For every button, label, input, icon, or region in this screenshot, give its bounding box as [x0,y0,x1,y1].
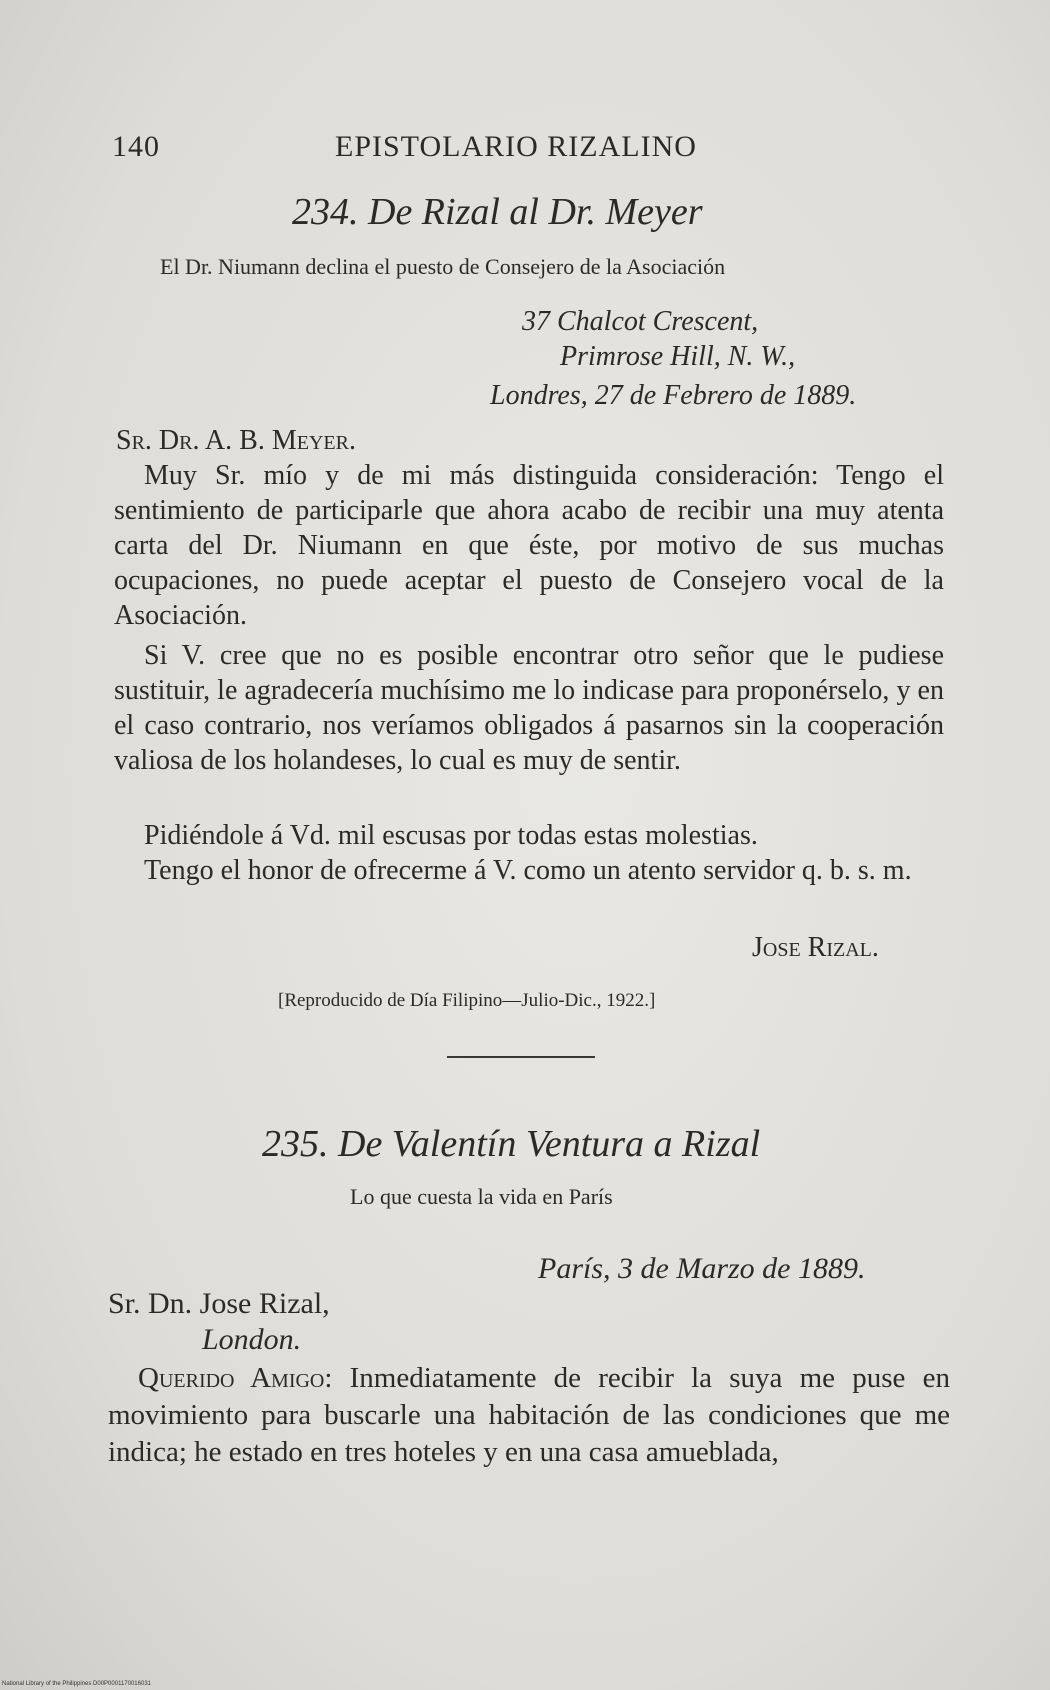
letter-234-address-line-1: 37 Chalcot Crescent, [522,306,759,337]
letter-235-title: 235. De Valentín Ventura a Rizal [262,1123,761,1165]
letter-235-salutation-line-2: London. [202,1323,302,1356]
section-divider [447,1056,595,1058]
letter-234-title: 234. De Rizal al Dr. Meyer [292,191,703,233]
letter-234-source-note: [Reproducido de Día Filipino—Julio-Dic., 1922.] [278,990,656,1011]
library-footer: National Library of the Philippines D00P0001170016031 [2,1681,151,1687]
letter-235-opening: Querido Amigo [138,1362,325,1394]
letter-234-address-line-2: Primrose Hill, N. W., [560,341,796,372]
letter-234-date: Londres, 27 de Febrero de 1889. [490,380,857,411]
letter-235-date: París, 3 de Marzo de 1889. [538,1252,866,1285]
letter-234-salutation: Sr. Dr. A. B. Meyer. [116,425,356,456]
letter-234-paragraph-4: Tengo el honor de ofrecerme á V. como un atento servidor q. b. s. m. [144,855,912,886]
letter-234-signature: Jose Rizal. [752,932,879,963]
letter-235-paragraph-1 [108,1360,950,1471]
letter-235-subtitle: Lo que cuesta la vida en París [350,1184,613,1209]
letter-234-subtitle: El Dr. Niumann declina el puesto de Consejero de la Asociación [160,254,726,279]
running-title: EPISTOLARIO RIZALINO [335,130,697,163]
letter-235-salutation-line-1: Sr. Dn. Jose Rizal, [108,1287,330,1320]
page-number: 140 [112,130,160,163]
letter-234-paragraph-1: Muy Sr. mío y de mi más distinguida consideración: Tengo el sentimiento de participarle que ahora acabo de recibir una muy atenta carta del Dr. Niumann en que éste, por motivo de sus muchas ocupaciones, no puede aceptar el puesto de Consejero vocal de la Asociación. [114,460,944,631]
letter-234-paragraph-3: Pidiéndole á Vd. mil escusas por todas estas molestias. [144,820,758,851]
letter-235-paragraph-text: : Inmediatamente de recibir la suya me puse en movimiento para buscarle una habitación de las condiciones que me indica; he estado en tres hoteles y en una casa amueblada, [108,1362,950,1468]
letter-234-paragraph-2: Si V. cree que no es posible encontrar otro señor que le pudiese sustituir, le agradecería muchísimo me lo indicase para proponérselo, y en el caso contrario, nos veríamos obligados á pasarnos sin la cooperación valiosa de los holandeses, lo cual es muy de sentir. [114,640,944,776]
